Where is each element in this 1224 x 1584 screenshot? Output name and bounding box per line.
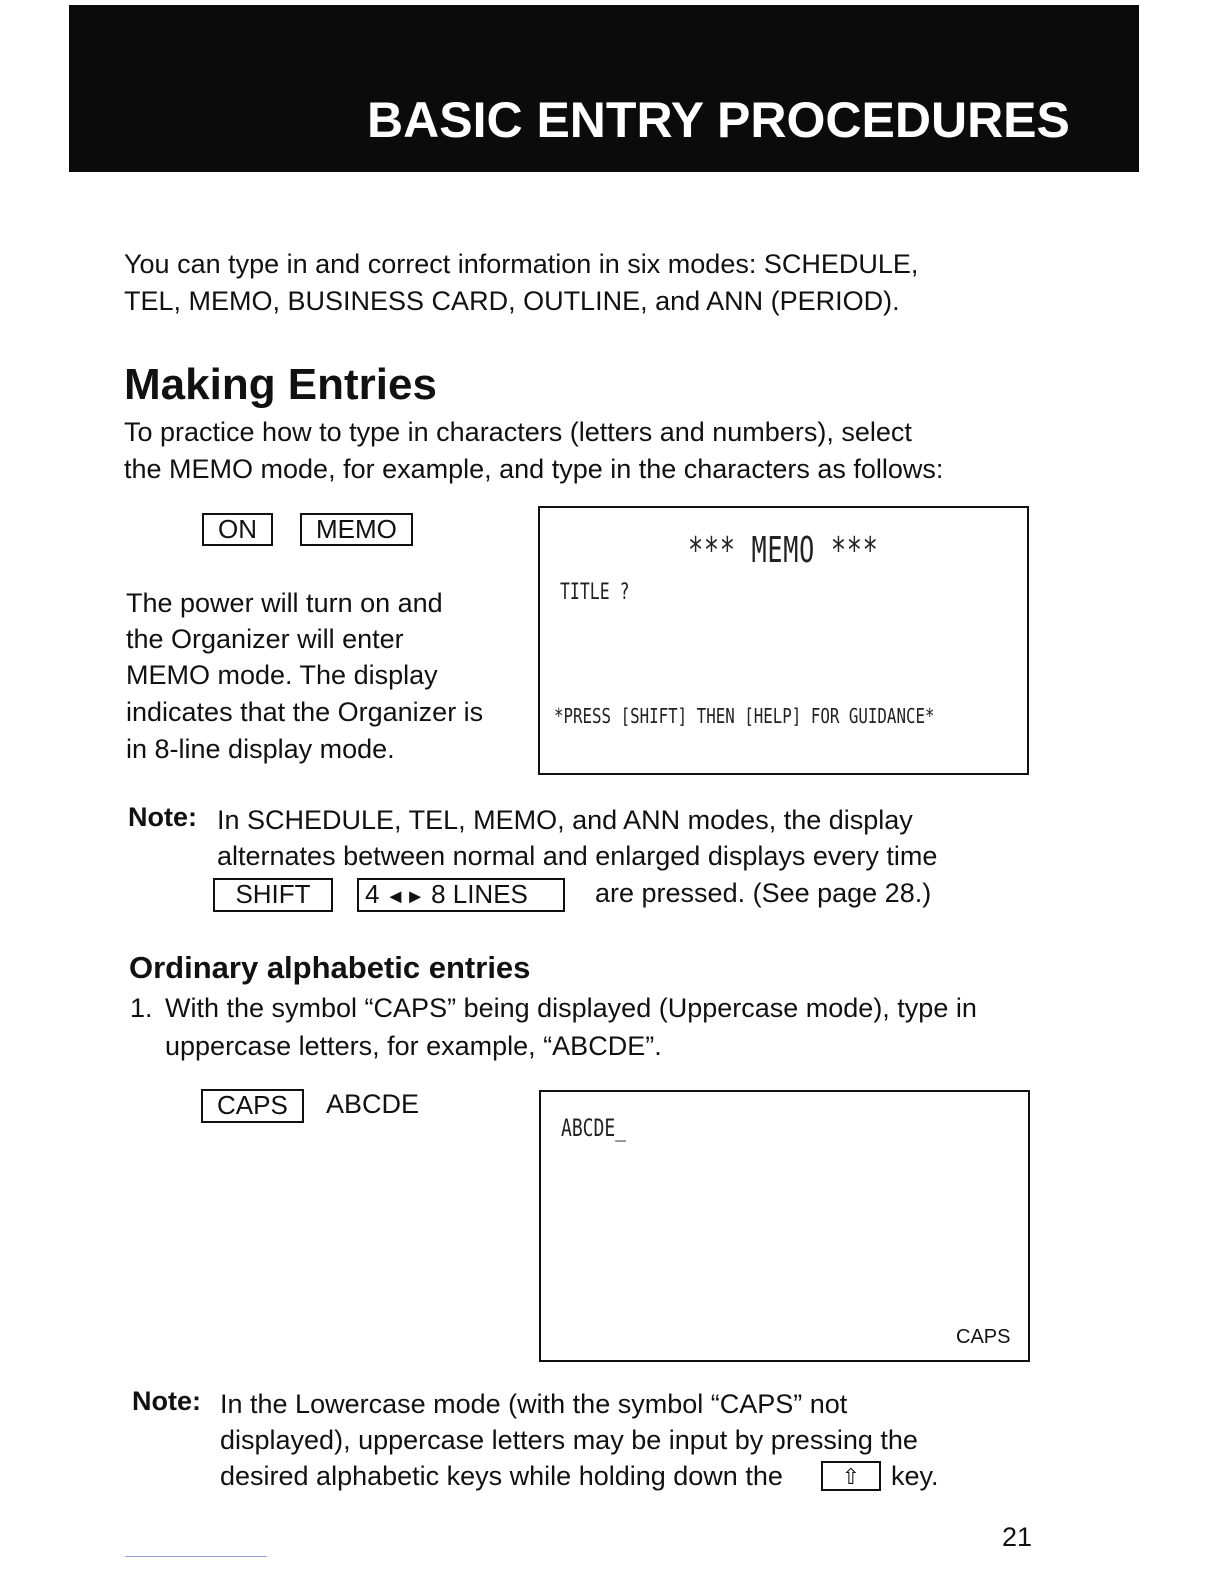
note2-line-2: displayed), uppercase letters may be input by pressing the bbox=[220, 1425, 918, 1455]
lines-key bbox=[357, 878, 565, 912]
shift-arrow-icon: ⇧ bbox=[821, 1461, 881, 1491]
memo-display-screen bbox=[538, 506, 1029, 775]
making-entries-line-1: To practice how to type in characters (letters and numbers), select bbox=[124, 417, 912, 447]
note2-line-1: In the Lowercase mode (with the symbol “CAPS” not bbox=[220, 1389, 848, 1419]
step1-desc-line-1: The power will turn on and bbox=[126, 588, 443, 618]
lines-key-left: 4 bbox=[365, 879, 380, 909]
memo-display-prompt: TITLE ? bbox=[560, 580, 630, 605]
note1-tail: are pressed. (See page 28.) bbox=[595, 878, 932, 908]
memo-key: MEMO bbox=[300, 513, 413, 546]
page-title: BASIC ENTRY PROCEDURES bbox=[367, 92, 1070, 148]
memo-display-title: *** MEMO *** bbox=[688, 530, 879, 571]
memo-display-guidance: *PRESS [SHIFT] THEN [HELP] FOR GUIDANCE* bbox=[554, 704, 935, 728]
header-bar bbox=[69, 5, 1139, 172]
footer-rule bbox=[125, 1556, 267, 1557]
lines-key-right: 8 LINES bbox=[431, 879, 528, 909]
step1-desc-line-3: MEMO mode. The display bbox=[126, 660, 438, 690]
note1-line-1: In SCHEDULE, TEL, MEMO, and ANN modes, the display bbox=[217, 805, 913, 835]
list-item-line-1: With the symbol “CAPS” being displayed (Uppercase mode), type in bbox=[165, 993, 977, 1023]
step1-desc-line-2: the Organizer will enter bbox=[126, 624, 404, 654]
step1-desc-line-4: indicates that the Organizer is bbox=[126, 697, 484, 727]
step1-desc-line-5: in 8-line display mode. bbox=[126, 734, 395, 764]
section-heading-ordinary-entries: Ordinary alphabetic entries bbox=[129, 950, 531, 985]
making-entries-line-2: the MEMO mode, for example, and type in the characters as follows: bbox=[124, 454, 944, 484]
arrows-icon: ◄► bbox=[385, 886, 426, 908]
list-item-line-2: uppercase letters, for example, “ABCDE”. bbox=[165, 1031, 662, 1061]
note2-line-3-pre: desired alphabetic keys while holding down the bbox=[220, 1461, 783, 1491]
entry-display-text: ABCDE_ bbox=[561, 1114, 627, 1142]
intro-line-2: TEL, MEMO, BUSINESS CARD, OUTLINE, and ANN (PERIOD). bbox=[124, 286, 900, 316]
entry-display-screen bbox=[539, 1090, 1030, 1362]
typed-text: ABCDE bbox=[326, 1089, 420, 1119]
note-label: Note: bbox=[128, 802, 197, 832]
intro-line-1: You can type in and correct information in six modes: SCHEDULE, bbox=[124, 249, 919, 279]
list-item-number: 1. bbox=[130, 993, 153, 1023]
shift-key: SHIFT bbox=[213, 878, 333, 912]
page-number: 21 bbox=[1002, 1522, 1033, 1552]
note2-line-3-post: key. bbox=[891, 1461, 939, 1491]
on-key: ON bbox=[202, 513, 273, 546]
note-label-2: Note: bbox=[132, 1386, 201, 1416]
caps-key: CAPS bbox=[201, 1089, 304, 1123]
caps-indicator: CAPS bbox=[956, 1326, 1011, 1348]
section-heading-making-entries: Making Entries bbox=[124, 360, 437, 409]
note1-line-2: alternates between normal and enlarged displays every time bbox=[217, 841, 938, 871]
